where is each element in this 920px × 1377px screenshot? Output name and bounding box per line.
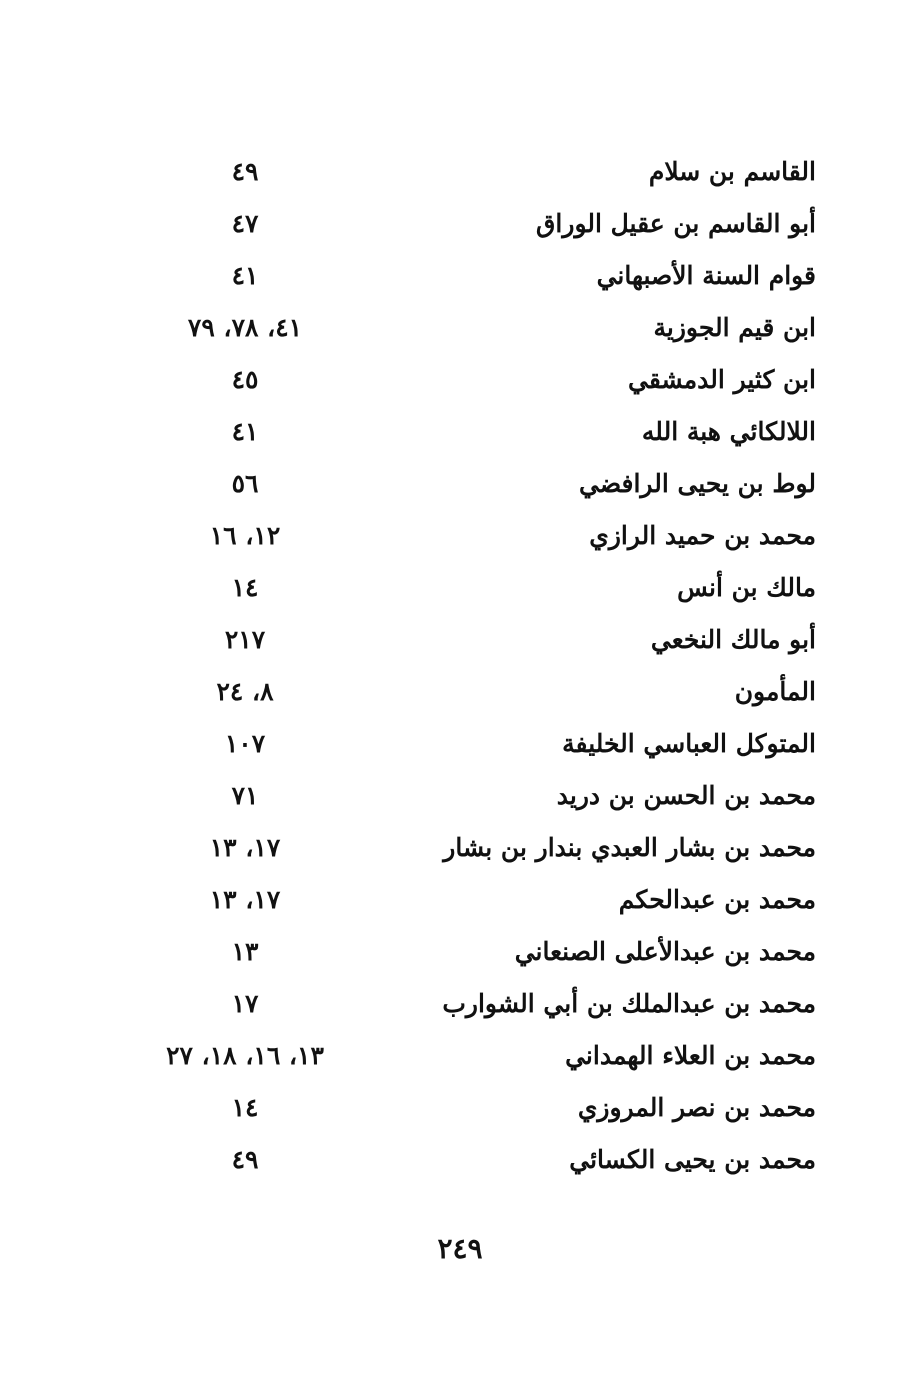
entry-page-numbers: ٤٩ [231,157,259,186]
entry-name: القاسم بن سلام [648,157,816,186]
entry-page-numbers: ١٠٧ [224,729,266,758]
entry-name: اللالكائي هبة الله [641,417,816,446]
index-entry [130,1134,830,1186]
entry-name: محمد بن يحيى الكسائي [569,1145,816,1174]
entry-name: محمد بن العلاء الهمداني [565,1041,816,1070]
index-list [130,146,830,1186]
entry-name: أبو مالك النخعي [650,625,816,654]
entry-page-numbers: ٥٦ [231,469,259,498]
entry-name: ابن كثير الدمشقي [628,365,816,394]
page-number: ٢٤٩ [437,1232,483,1265]
index-entry [130,1082,830,1134]
entry-page-numbers: ٤١، ٧٨، ٧٩ [187,313,303,342]
entry-name: أبو القاسم بن عقيل الوراق [536,209,816,238]
entry-name: لوط بن يحيى الرافضي [579,469,816,498]
index-entry [130,926,830,978]
index-entry [130,302,830,354]
entry-page-numbers: ١٤ [231,1093,259,1122]
entry-page-numbers: ٨، ٢٤ [216,677,274,706]
entry-page-numbers: ١٤ [231,573,259,602]
entry-page-numbers: ٤١ [231,417,259,446]
entry-page-numbers: ١٧، ١٣ [209,885,281,914]
entry-name: محمد بن حميد الرازي [589,521,816,550]
entry-page-numbers: ١٣ [231,937,259,966]
entry-name: محمد بن عبدالملك بن أبي الشوارب [442,989,816,1018]
index-entry [130,978,830,1030]
entry-name: مالك بن أنس [677,573,816,602]
entry-name: محمد بن بشار العبدي بندار بن بشار [443,833,816,862]
entry-page-numbers: ٧١ [231,781,259,810]
entry-page-numbers: ١٧ [231,989,259,1018]
entry-page-numbers: ٤١ [231,261,259,290]
index-entry [130,250,830,302]
index-entry [130,354,830,406]
entry-page-numbers: ٢١٧ [224,625,266,654]
entry-name: محمد بن نصر المروزي [577,1093,816,1122]
entry-page-numbers: ١٧، ١٣ [209,833,281,862]
index-entry [130,614,830,666]
index-entry [130,146,830,198]
entry-name: ابن قيم الجوزية [653,313,816,342]
index-entry [130,510,830,562]
entry-page-numbers: ٤٩ [231,1145,259,1174]
index-entry [130,718,830,770]
entry-name: قوام السنة الأصبهاني [596,261,816,290]
entry-page-numbers: ١٣، ١٦، ١٨، ٢٧ [166,1041,324,1070]
entry-name: المتوكل العباسي الخليفة [562,729,816,758]
index-entry [130,822,830,874]
entry-name: محمد بن عبدالحكم [618,885,816,914]
index-entry [130,562,830,614]
entry-name: محمد بن عبدالأعلى الصنعاني [514,937,816,966]
index-entry [130,198,830,250]
entry-name: المأمون [734,677,816,706]
index-entry [130,458,830,510]
index-entry [130,666,830,718]
entry-page-numbers: ٤٥ [231,365,259,394]
index-entry [130,770,830,822]
index-entry [130,1030,830,1082]
entry-page-numbers: ٤٧ [231,209,259,238]
index-entry [130,406,830,458]
entry-page-numbers: ١٢، ١٦ [209,521,281,550]
index-entry [130,874,830,926]
entry-name: محمد بن الحسن بن دريد [556,781,816,810]
